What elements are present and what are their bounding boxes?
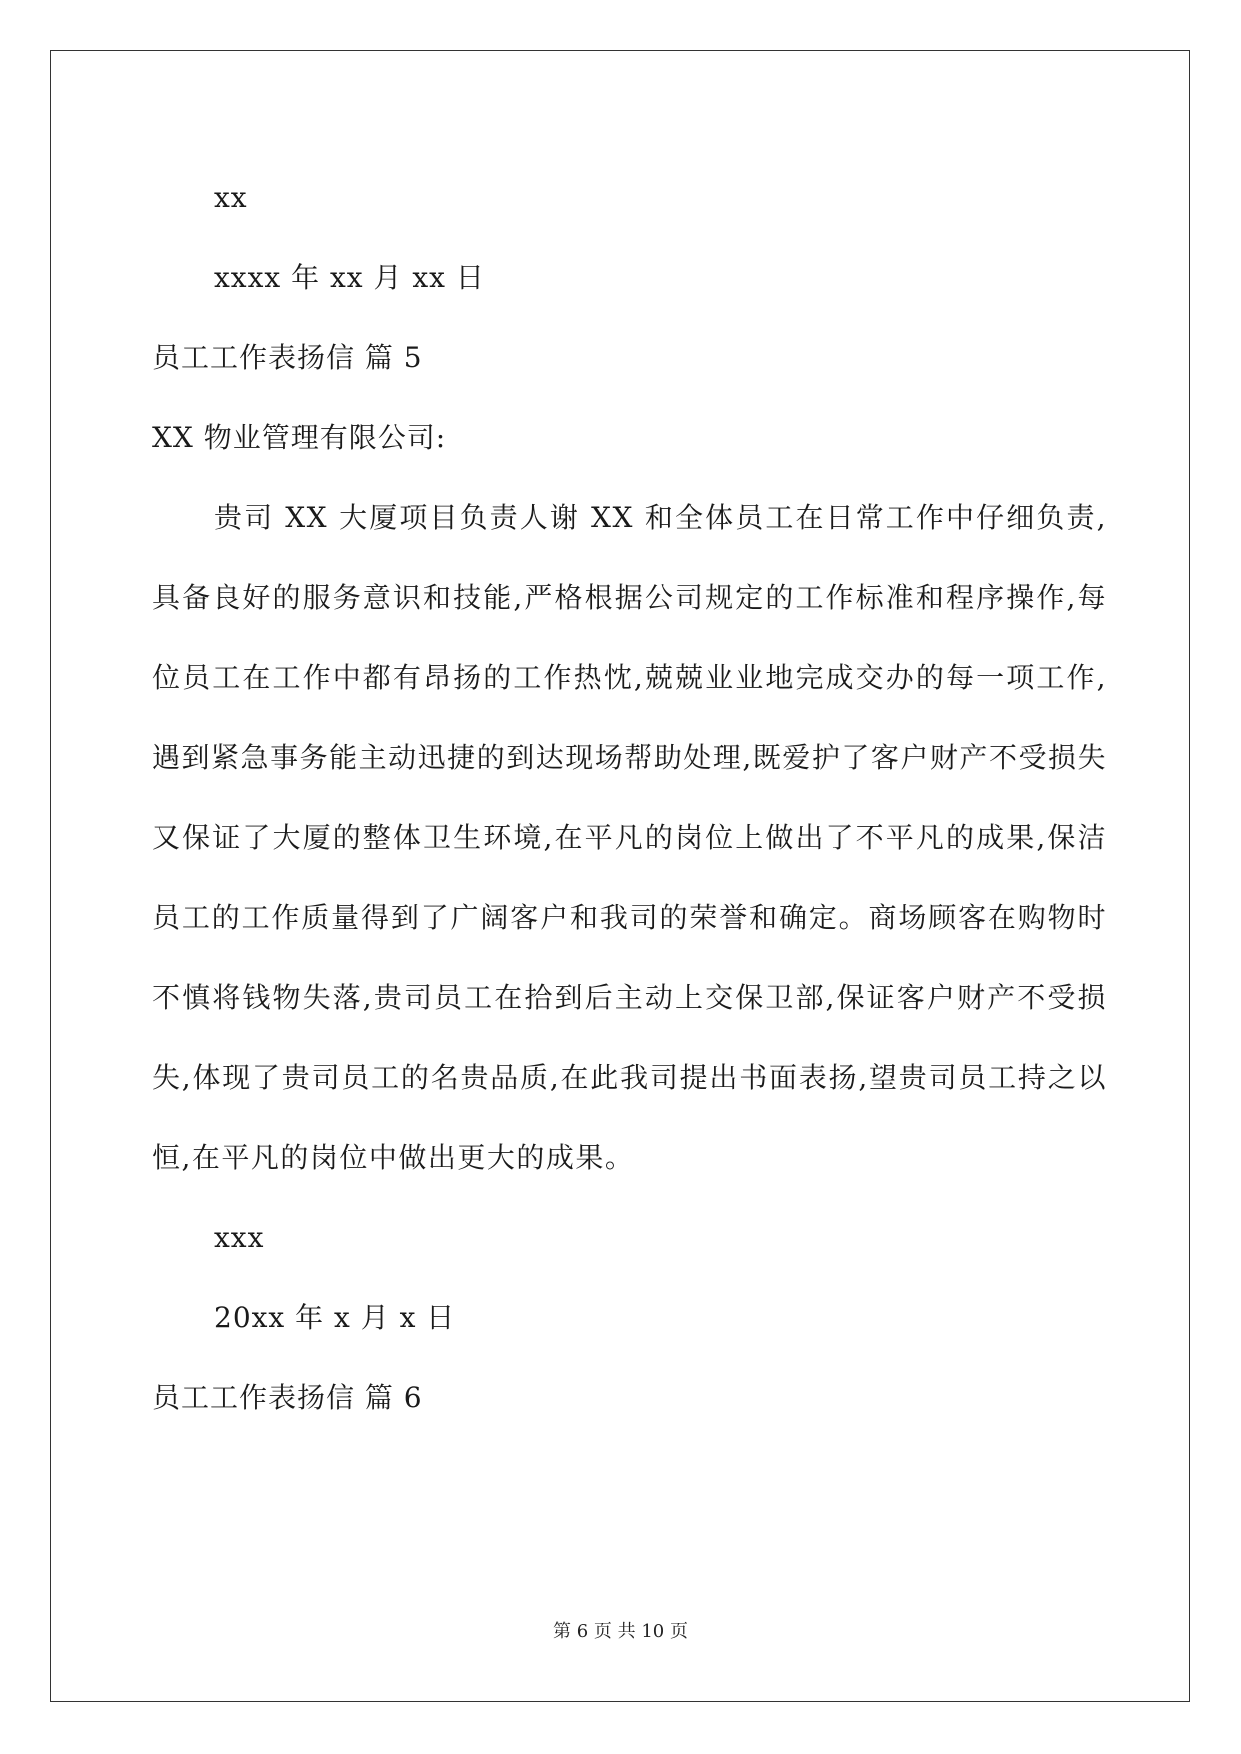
page-number: 第 6 页 共 10 页 xyxy=(553,1621,688,1642)
section-heading: 员工工作表扬信 篇 5 xyxy=(152,341,423,374)
date-line: 20xx 年 x 月 x 日 xyxy=(214,1301,456,1334)
salutation-line: XX 物业管理有限公司: xyxy=(152,421,447,454)
body-paragraph: 贵司 XX 大厦项目负责人谢 XX 和全体员工在日常工作中仔细负责,具备良好的服务意识和技能,严格根据公司规定的工作标准和程序操作,每位员工在工作中都有昂扬的工作热忱,兢兢业业地完成交办的每一项工作,遇到紧急事务能主动迅捷的到达现场帮助处理,既爱护了客户财产不受损失又保证了大厦的整体卫生环境,在平凡的岗位上做出了不平凡的成果,保洁员工的工作质量得到了广阔客户和我司的荣誉和确定。商场顾客在购物时不慎将钱物失落,贵司员工在拾到后主动上交保卫部,保证客户财产不受损失,体现了贵司员工的名贵品质,在此我司提出书面表扬,望贵司员工持之以恒,在平凡的岗位中做出更大的成果。 xyxy=(152,501,1107,1174)
signature-line: xx xyxy=(214,181,248,214)
signature-line: xxx xyxy=(214,1221,265,1254)
document-body xyxy=(152,158,1107,1438)
date-line: xxxx 年 xx 月 xx 日 xyxy=(214,261,485,294)
section-heading: 员工工作表扬信 篇 6 xyxy=(152,1381,423,1414)
